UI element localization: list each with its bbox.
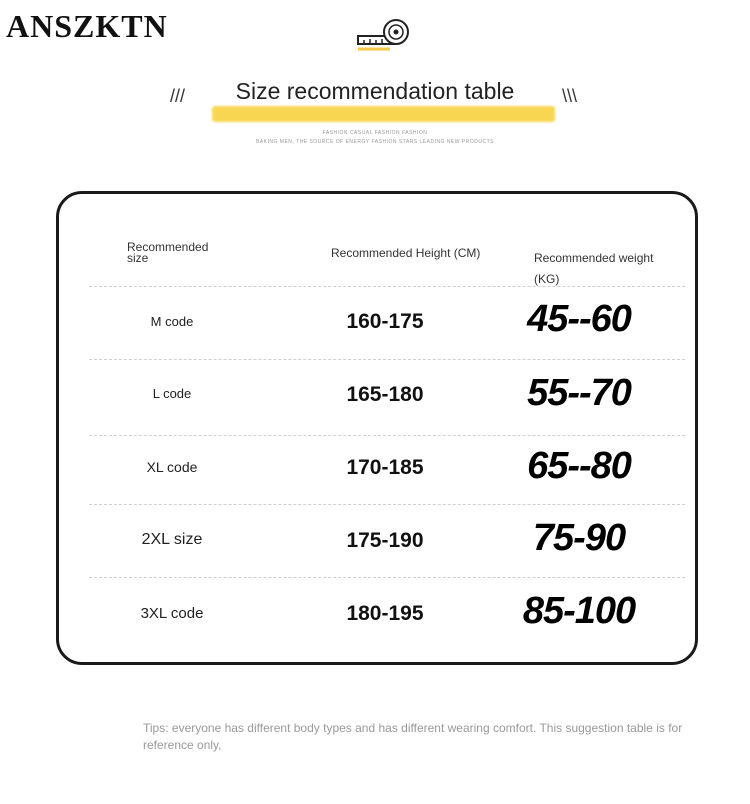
- subtitle-line-2: BAKING MEN, THE SOURCE OF ENERGY FASHION STARS LEADING NEW PRODUCTS: [256, 139, 494, 145]
- row-divider: [89, 359, 685, 360]
- tape-measure-icon: [352, 16, 412, 54]
- subtitle-line-1: FASHION CASUAL FASHION FASHION: [322, 130, 428, 136]
- title-highlight: [212, 106, 555, 122]
- height-cell-l: 165-180: [346, 383, 424, 406]
- decor-slashes-left: ///: [170, 86, 186, 106]
- page-title: Size recommendation table: [235, 78, 515, 104]
- height-cell-m: 160-175: [346, 310, 424, 333]
- weight-cell-2xl: 75-90: [532, 517, 626, 559]
- row-divider: [89, 435, 685, 436]
- row-divider: [89, 504, 685, 505]
- title-section: [0, 72, 750, 132]
- header-recommended-weight: Recommended weight (KG): [534, 251, 654, 286]
- size-cell-m: M code: [150, 314, 194, 329]
- tips-note: Tips: everyone has different body types and has different wearing comfort. This suggestion table is for reference only,: [143, 721, 683, 752]
- weight-cell-xl: 65--80: [527, 445, 631, 487]
- height-cell-2xl: 175-190: [346, 529, 424, 552]
- decor-slashes-right: \\\: [562, 86, 578, 106]
- size-table-card: [56, 191, 698, 665]
- header-recommended-height: Recommended Height (CM): [331, 246, 481, 260]
- size-cell-xl: XL code: [146, 459, 198, 475]
- weight-cell-l: 55--70: [527, 372, 631, 414]
- row-divider: [89, 577, 685, 578]
- size-cell-l: L code: [152, 386, 192, 401]
- weight-cell-3xl: 85-100: [522, 590, 636, 632]
- height-cell-3xl: 180-195: [346, 602, 424, 625]
- weight-cell-m: 45--60: [527, 298, 631, 340]
- size-cell-2xl: 2XL size: [141, 531, 203, 548]
- header-recommended-size: Recommended size: [127, 240, 209, 265]
- brand-logo: ANSZKTN: [6, 8, 168, 44]
- size-cell-3xl: 3XL code: [140, 605, 204, 622]
- height-cell-xl: 170-185: [346, 456, 424, 479]
- row-divider: [89, 286, 685, 287]
